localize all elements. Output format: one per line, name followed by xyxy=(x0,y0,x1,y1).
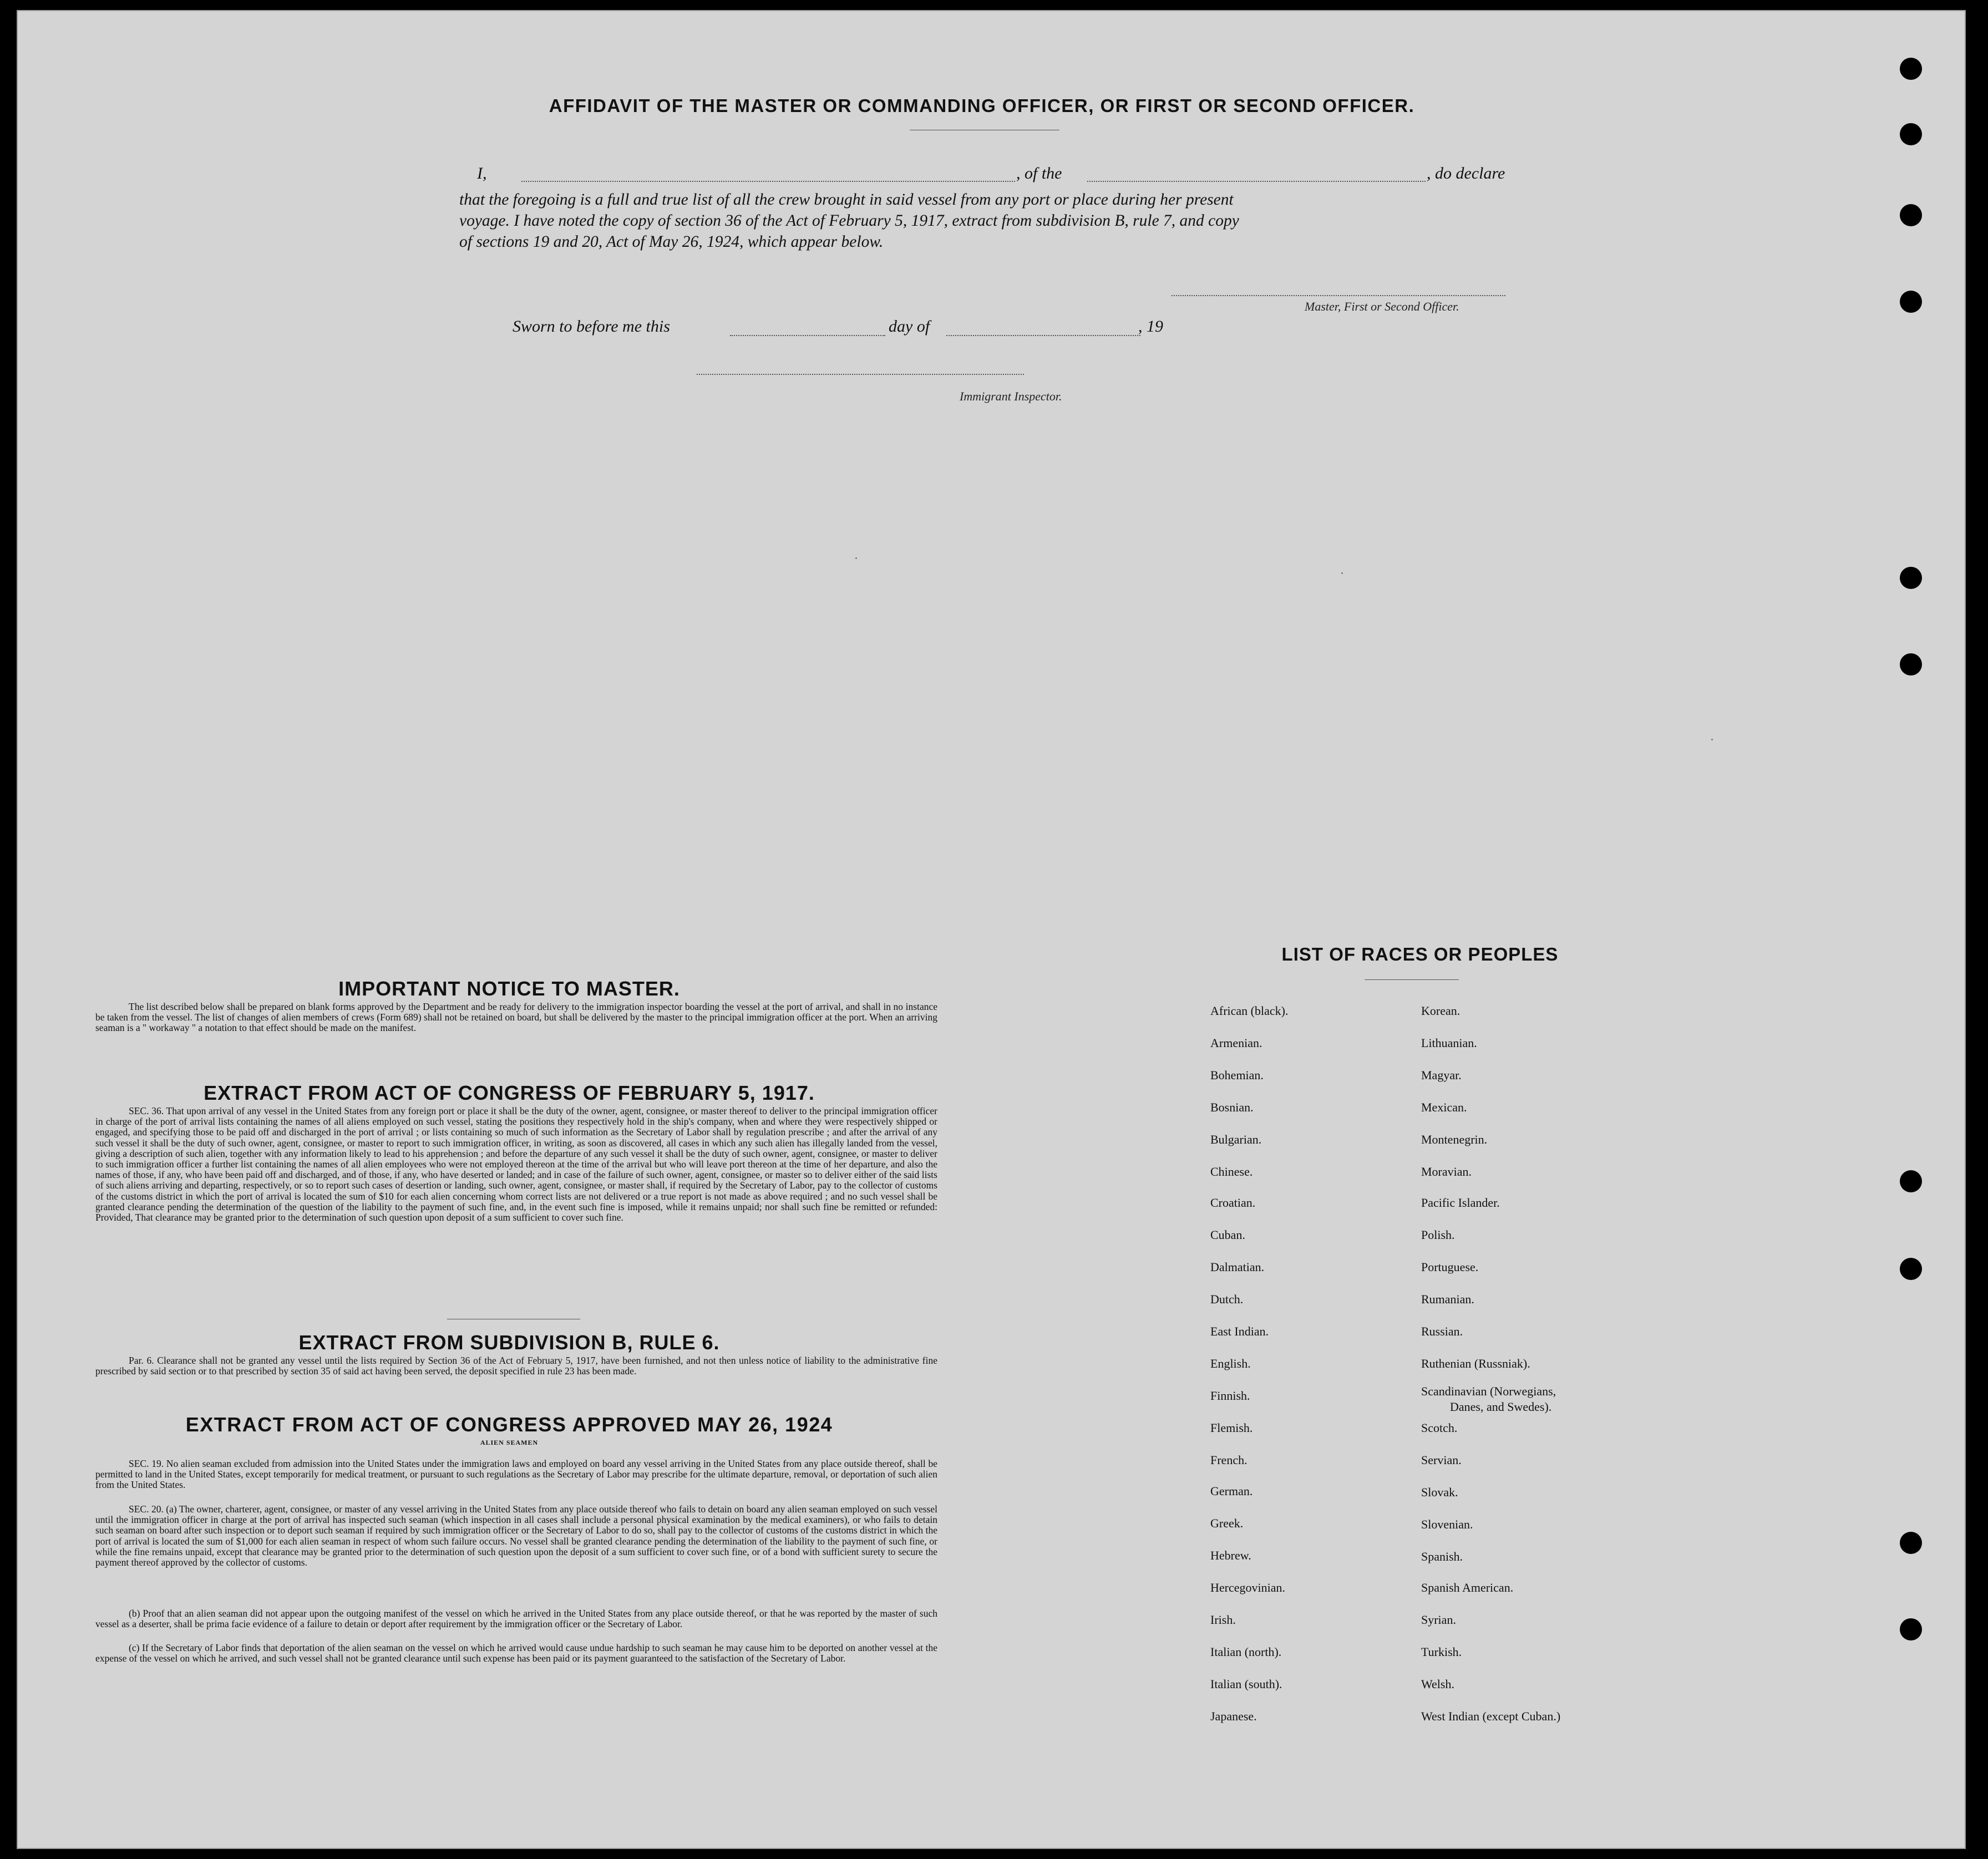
race-item: Welsh. xyxy=(1421,1677,1454,1691)
race-item: Slovak. xyxy=(1421,1485,1458,1499)
sec20b-body: (b) Proof that an alien seaman did not appear upon the outgoing manifest of the vessel on which he arrived in the United States from any place outside thereof, or that he was reported by the master of such vessel as a deserter, shall be prima facie evidence of a failure to detain or deport after requirement by the immigration officer or the Secretary of Labor. xyxy=(95,1608,937,1630)
punch-hole xyxy=(1900,1618,1922,1640)
alien-seamen-subtitle: ALIEN SEAMEN xyxy=(480,1439,539,1446)
inspector-caption: Immigrant Inspector. xyxy=(960,389,1062,403)
race-item: Polish. xyxy=(1421,1228,1455,1242)
race-item: Bohemian. xyxy=(1210,1068,1264,1082)
race-item: East Indian. xyxy=(1210,1324,1269,1338)
race-item: Scotch. xyxy=(1421,1421,1458,1435)
affidavit-title: AFFIDAVIT OF THE MASTER OR COMMANDING OFFICER, OR FIRST OR SECOND OFFICER. xyxy=(549,95,1415,116)
race-item: Russian. xyxy=(1421,1324,1463,1338)
day-of-label: day of xyxy=(889,317,930,336)
race-item: Scandinavian (Norwegians, xyxy=(1421,1384,1556,1398)
race-item: Spanish American. xyxy=(1421,1581,1514,1594)
race-item: Magyar. xyxy=(1421,1068,1462,1082)
sec20a-body: SEC. 20. (a) The owner, charterer, agent, consignee, or master of any vessel arriving in the United States from any place outside thereof who fails to detain on board any alien seaman employed on such vessel until the immigration officer in charge at the port of arrival has inspected such seaman (which inspection in all cases shall include a personal physical examination by the medical examiners), or who fails to detain such seaman on board after such inspection or to deport such seaman if required by such immigration officer or the Secretary of Labor to do so, shall pay to the collector of customs of the customs district in which the port of arrival is located the sum of $1,000 for each alien seaman in respect of whom such failure occurs. No vessel shall be granted clearance pending the determination of the liability to the payment of such fine, or while the fine remains unpaid, except that clearance may be granted prior to the determination of such question upon the deposit of a sum sufficient to cover such fine, or of a bond with sufficient surety to secure the payment thereof approved by the collector of customs. xyxy=(95,1504,937,1568)
master-caption: Master, First or Second Officer. xyxy=(1305,299,1459,313)
year-label: , 19 xyxy=(1138,317,1163,336)
race-item: Pacific Islander. xyxy=(1421,1196,1500,1210)
race-item: Syrian. xyxy=(1421,1613,1456,1627)
race-item: Portuguese. xyxy=(1421,1260,1479,1274)
race-item: French. xyxy=(1210,1453,1247,1467)
race-item: West Indian (except Cuban.) xyxy=(1421,1709,1561,1723)
punch-hole xyxy=(1900,123,1922,145)
race-item: Moravian. xyxy=(1421,1165,1472,1179)
race-item: Mexican. xyxy=(1421,1100,1467,1114)
race-item: Armenian. xyxy=(1210,1036,1262,1050)
sworn-day-line[interactable] xyxy=(730,335,885,336)
race-item: Hercegovinian. xyxy=(1210,1581,1285,1594)
affidavit-line-3: voyage. I have noted the copy of section 36 of the Act of February 5, 1917, extract from subdivision B, rule 7, and copy xyxy=(459,212,1239,230)
speck xyxy=(1711,739,1713,740)
race-item: Ruthenian (Russniak). xyxy=(1421,1357,1530,1370)
form-page xyxy=(17,10,1966,1849)
name-fill-line[interactable] xyxy=(521,181,1015,182)
extract-1917-title: EXTRACT FROM ACT OF CONGRESS OF FEBRUARY 5, 1917. xyxy=(204,1081,815,1104)
race-item: Rumanian. xyxy=(1421,1292,1474,1306)
race-item: German. xyxy=(1210,1484,1253,1498)
race-item: Cuban. xyxy=(1210,1228,1245,1242)
notice-body: The list described below shall be prepared on blank forms approved by the Department and be ready for delivery to the immigration inspector boarding the vessel at the port of arrival, and shall in no instance be taken from the vessel. The list of changes of alien members of crews (Form 689) shall not be retained on board, but shall be delivered by the master to the principal immigration officer at the port. When an arriving seaman is a " workaway " a notation to that effect should be made on the manifest. xyxy=(95,1001,937,1034)
punch-hole xyxy=(1900,567,1922,589)
races-title: LIST OF RACES OR PEOPLES xyxy=(1281,944,1559,964)
punch-hole xyxy=(1900,1258,1922,1280)
affidavit-of-the: , of the xyxy=(1016,164,1062,182)
punch-hole xyxy=(1900,653,1922,675)
race-item: Flemish. xyxy=(1210,1421,1253,1435)
sworn-label: Sworn to before me this xyxy=(513,317,670,336)
affidavit-declare: , do declare xyxy=(1427,164,1505,182)
race-item: Japanese. xyxy=(1210,1709,1257,1723)
race-item: Montenegrin. xyxy=(1421,1132,1488,1146)
race-item: Dalmatian. xyxy=(1210,1260,1265,1274)
affidavit-line-2: that the foregoing is a full and true list of all the crew brought in said vessel from any port or place during her present xyxy=(459,191,1234,209)
inspector-signature-line[interactable] xyxy=(697,374,1024,375)
race-item: Finnish. xyxy=(1210,1389,1250,1403)
race-item: Turkish. xyxy=(1421,1645,1462,1659)
race-item: Korean. xyxy=(1421,1004,1460,1018)
race-item: Slovenian. xyxy=(1421,1517,1473,1531)
speck xyxy=(1341,572,1343,574)
notice-title: IMPORTANT NOTICE TO MASTER. xyxy=(338,977,680,1000)
vessel-fill-line[interactable] xyxy=(1087,181,1426,182)
race-item: African (black). xyxy=(1210,1004,1289,1018)
punch-hole xyxy=(1900,1532,1922,1554)
punch-hole xyxy=(1900,1170,1922,1192)
extract-1917-body: SEC. 36. That upon arrival of any vessel in the United States from any foreign port or place it shall be the duty of the owner, agent, consignee, or master thereof to deliver to the principal immigration officer in charge of the port of arrival lists containing the names of all aliens employed on such vessel, stating the positions they respectively hold in the ship's company, when and where they were respectively shipped or engaged, and specifying those to be paid off and discharged in the port of arrival ; or lists containing so much of such information as the Secretary of Labor shall by regulation prescribe ; and after the arrival of any such vessel it shall be the duty of such owner, agent, consignee, or master to report to such immigration officer, in writing, as soon as discovered, all cases in which any such alien has illegally landed from the vessel, giving a description of such alien, together with any information likely to lead to his apprehension ; and before the departure of any such vessel it shall be the duty of such owner, agent, consignee, or master to deliver to such immigration officer a further list containing the names of all alien employees who were not employed thereon at the time of the arrival but who will leave port thereon at the time of her departure, and also the names of those, if any, who have been paid off and discharged, and of those, if any, who have deserted or landed; and in case of the failure of such owner, agent, consignee, or master so to deliver either of the said lists of such aliens arriving and departing, respectively, or so to report such cases of desertion or landing, such owner, agent, consignee, or master shall, if required by the Secretary of Labor, pay to the collector of customs of the customs district in which the port of arrival is located the sum of $10 for each alien concerning whom correct lists are not delivered or a true report is not made as above required ; and no such vessel shall be granted clearance pending the determination of the question of the liability to the payment of such fine, and, in the event such fine is imposed, while it remains unpaid; nor shall such fine be remitted or refunded: Provided, That clearance may be granted prior to the determination of such question upon deposit of a sum sufficient to cover such fine. xyxy=(95,1105,937,1223)
sec20c-body: (c) If the Secretary of Labor finds that deportation of the alien seaman on the vessel on which he arrived would cause undue hardship to such seaman he may cause him to be deported on another vessel at the expense of the vessel on which he arrived, and such vessel shall not be granted clearance until such expense has been paid or its payment guaranteed to the satisfaction of the Secretary of Labor. xyxy=(95,1642,937,1664)
race-item: Servian. xyxy=(1421,1453,1462,1467)
race-item: Hebrew. xyxy=(1210,1548,1251,1562)
master-signature-line[interactable] xyxy=(1172,295,1505,296)
punch-hole xyxy=(1900,291,1922,313)
race-item: Irish. xyxy=(1210,1613,1236,1627)
race-item: Italian (south). xyxy=(1210,1677,1282,1691)
race-item: Italian (north). xyxy=(1210,1645,1282,1659)
affidavit-i: I, xyxy=(477,164,487,182)
extract-1924-title: EXTRACT FROM ACT OF CONGRESS APPROVED MAY 26, 1924 xyxy=(185,1413,833,1436)
speck xyxy=(855,557,857,559)
race-item: Bosnian. xyxy=(1210,1100,1254,1114)
race-item: Chinese. xyxy=(1210,1165,1253,1179)
punch-hole xyxy=(1900,58,1922,80)
race-item: Bulgarian. xyxy=(1210,1132,1262,1146)
extract-rule6-title: EXTRACT FROM SUBDIVISION B, RULE 6. xyxy=(298,1331,720,1354)
race-item: Lithuanian. xyxy=(1421,1036,1477,1050)
race-item: Greek. xyxy=(1210,1516,1244,1530)
race-item: Danes, and Swedes). xyxy=(1450,1400,1552,1414)
race-item: Spanish. xyxy=(1421,1550,1463,1563)
races-divider xyxy=(1365,979,1459,980)
race-item: English. xyxy=(1210,1357,1251,1370)
sec19-body: SEC. 19. No alien seaman excluded from admission into the United States under the immigration laws and employed on board any vessel arriving in the United States from any place outside thereof, shall be permitted to land in the United States, except temporarily for medical treatment, or pursuant to such regulations as the Secretary of Labor may prescribe for the ultimate departure, removal, or deportation of such alien from the United States. xyxy=(95,1458,937,1491)
extract-rule6-body: Par. 6. Clearance shall not be granted any vessel until the lists required by Section 36 of the Act of February 5, 1917, have been furnished, and not then unless notice of liability to the administrative fine prescribed by said section or to that prescribed by section 35 of said act having been served, the deposit specified in rule 23 has been made. xyxy=(95,1355,937,1377)
affidavit-line-4: of sections 19 and 20, Act of May 26, 1924, which appear below. xyxy=(459,233,884,251)
race-item: Croatian. xyxy=(1210,1196,1256,1210)
sworn-month-line[interactable] xyxy=(946,335,1140,336)
punch-hole xyxy=(1900,204,1922,226)
race-item: Dutch. xyxy=(1210,1292,1244,1306)
